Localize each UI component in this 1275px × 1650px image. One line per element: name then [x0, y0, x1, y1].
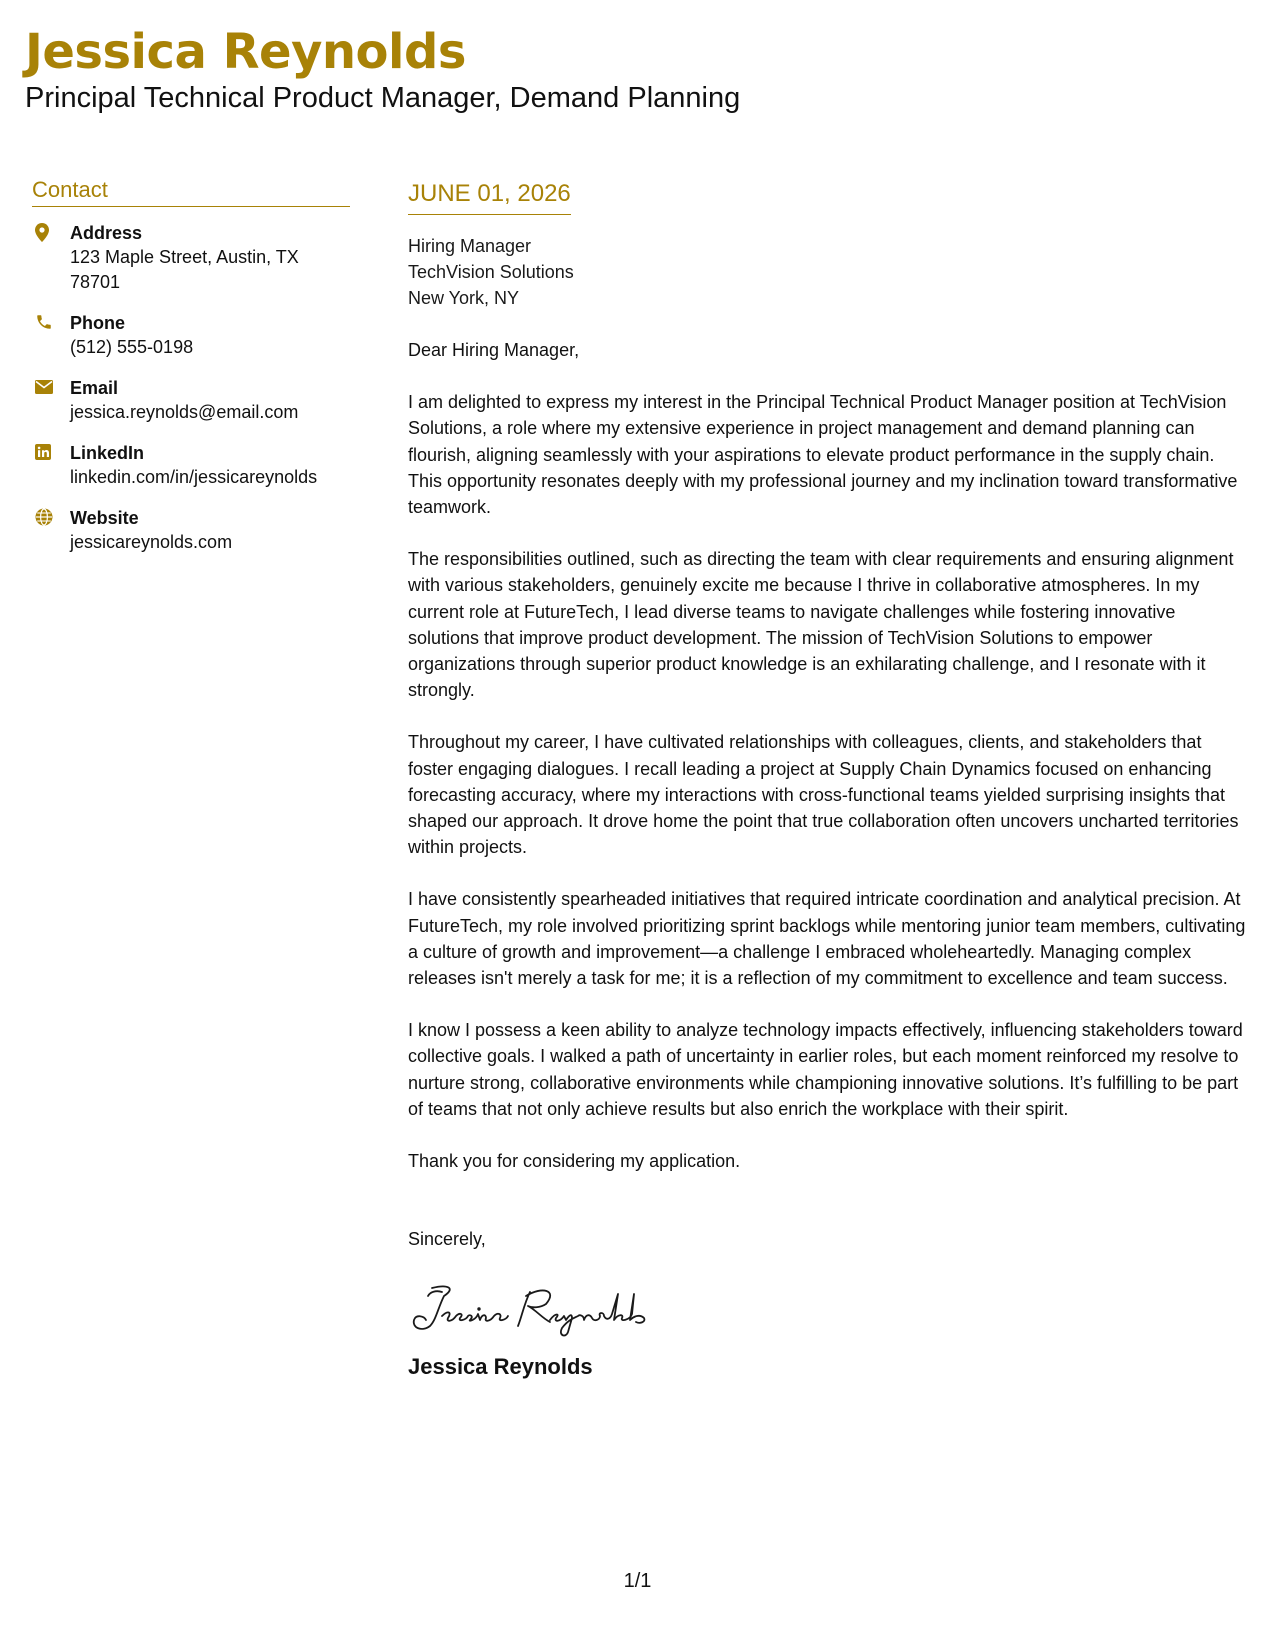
- contact-label-address: Address: [70, 223, 143, 243]
- contact-sidebar: [32, 176, 350, 571]
- contact-label-email: Email: [70, 378, 119, 398]
- closing: Sincerely,: [408, 1229, 486, 1250]
- contact-value-phone: (512) 555-0198: [70, 337, 194, 357]
- applicant-job-title: Principal Technical Product Manager, Demand Planning: [25, 82, 741, 114]
- contact-value-linkedin: linkedin.com/in/jessicareynolds: [70, 467, 318, 487]
- recipient-location: New York, NY: [408, 288, 520, 308]
- page-number: 1/1: [623, 1570, 652, 1592]
- envelope-icon: [32, 376, 70, 398]
- contact-label-website: Website: [70, 508, 139, 528]
- signer-name: Jessica Reynolds: [408, 1354, 593, 1380]
- contact-item-phone: [32, 311, 350, 360]
- globe-icon: [32, 506, 70, 528]
- letter-paragraph: I am delighted to express my interest in the Principal Technical Product Manager position at TechVision Solutions, a role where my extensive experience in project management and demand planning can flourish, aligning seamlessly with your aspirations to elevate product performance in the supply chain. This opportunity resonates deeply with my professional journey and my inclination toward transformative teamwork.: [408, 392, 1238, 518]
- contact-value-address: 123 Maple Street, Austin, TX 78701: [70, 247, 299, 292]
- recipient-block: [408, 233, 1248, 311]
- map-pin-icon: [32, 221, 70, 243]
- phone-icon: [32, 311, 70, 333]
- letter-paragraph: Throughout my career, I have cultivated relationships with colleagues, clients, and stakeholders that foster engaging dialogues. I recall leading a project at Supply Chain Dynamics focused on enhancing forecasting accuracy, where my interactions with cross-functional teams yielded surprising insights that shaped our approach. It drove home the point that true collaboration often uncovers uncharted territories within projects.: [408, 732, 1239, 858]
- cover-letter-body: [408, 178, 1248, 1382]
- applicant-name: Jessica Reynolds: [25, 24, 466, 80]
- contact-item-website: [32, 506, 350, 555]
- letter-date: JUNE 01, 2026: [408, 178, 571, 215]
- letter-paragraph: Thank you for considering my application.: [408, 1151, 741, 1172]
- contact-item-email: [32, 376, 350, 425]
- letter-paragraph: I have consistently spearheaded initiatives that required intricate coordination and analytical precision. At FutureTech, my role involved prioritizing sprint backlogs while mentoring junior team members, cultivating a culture of growth and improvement—a challenge I embraced wholeheartedly. Managing complex releases isn't merely a task for me; it is a reflection of my commitment to excellence and team success.: [408, 889, 1246, 989]
- letter-paragraph: I know I possess a keen ability to analyze technology impacts effectively, influencing stakeholders toward collective goals. I walked a path of uncertainty in earlier roles, but each moment reinforced my resolve to nurture strong, collaborative environments while championing innovative solutions. It’s fulfilling to be part of teams that not only achieve results but also enrich the workplace with their spirit.: [408, 1020, 1243, 1119]
- recipient-company: TechVision Solutions: [408, 262, 574, 282]
- contact-value-email: jessica.reynolds@email.com: [70, 402, 299, 422]
- handwritten-signature: [408, 1274, 1248, 1344]
- contact-label-linkedin: LinkedIn: [70, 443, 145, 463]
- contact-section-title: Contact: [32, 176, 350, 207]
- linkedin-icon: [32, 441, 70, 463]
- contact-item-linkedin: [32, 441, 350, 490]
- resume-header: [25, 22, 1225, 116]
- contact-label-phone: Phone: [70, 313, 126, 333]
- contact-item-address: [32, 221, 350, 295]
- contact-value-website: jessicareynolds.com: [70, 532, 233, 552]
- recipient-line: Hiring Manager: [408, 236, 532, 256]
- letter-paragraph: The responsibilities outlined, such as directing the team with clear requirements and ensuring alignment with various stakeholders, genuinely excite me because I thrive in collaborative atmospheres. In my current role at FutureTech, I lead diverse teams to navigate challenges while fostering innovative solutions that improve product development. The mission of TechVision Solutions to empower organizations through superior product knowledge is an exhilarating challenge, and I resonate with it strongly.: [408, 549, 1234, 701]
- salutation: Dear Hiring Manager,: [408, 340, 580, 360]
